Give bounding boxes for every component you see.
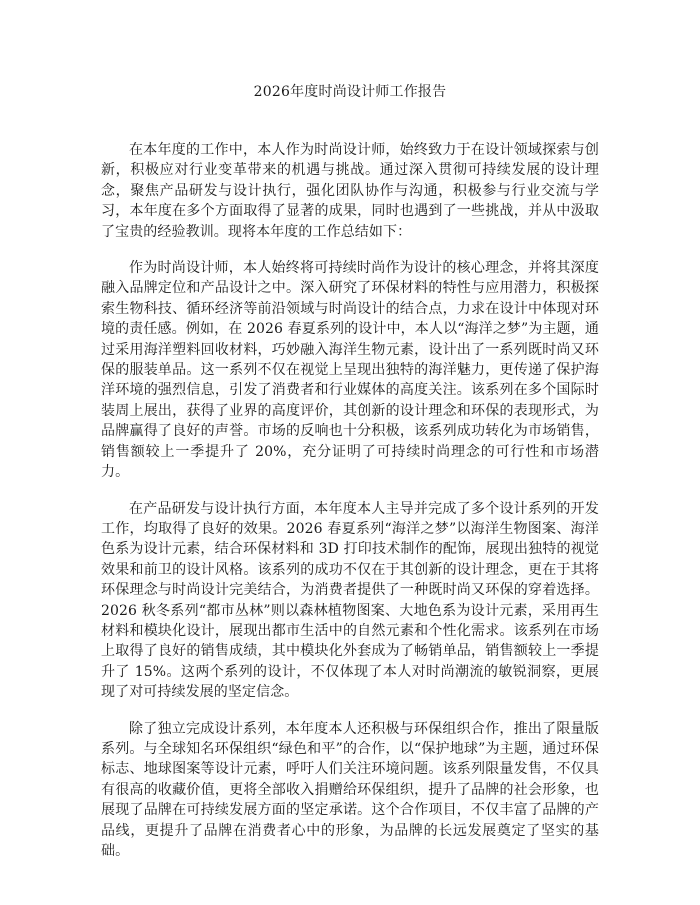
document-title: 2026年度时尚设计师工作报告: [253, 84, 447, 100]
document-body: [101, 140, 599, 877]
paragraph-intro: 在本年度的工作中，本人作为时尚设计师，始终致力于在设计领域探索与创新，积极应对行业变革带来的机遇与挑战。通过深入贯彻可持续发展的设计理念，聚焦产品研发与设计执行，强化团队协作与沟通，积极参与行业交流与学习，本年度在多个方面取得了显著的成果，同时也遇到了一些挑战，并从中汲取了宝贵的经验教训。现将本年度的工作总结如下：: [101, 142, 599, 240]
paragraph-sustainability: 作为时尚设计师，本人始终将可持续时尚作为设计的核心理念，并将其深度融入品牌定位和产品设计之中。深入研究了环保材料的特性与应用潜力，积极探索生物科技、循环经济等前沿领域与时尚设计的结合点，力求在设计中体现对环境的责任感。例如，在 2026 春夏系列的设计中，本人以“海洋之梦”为主题，通过采用海洋塑料回收材料，巧妙融入海洋生物元素，设计出了一系列既时尚又环保的服装单品。这一系列不仅在视觉上呈现出独特的海洋魅力，更传递了保护海洋环境的强烈信息，引发了消费者和行业媒体的高度关注。该系列在多个国际时装周上展出，获得了业界的高度评价，其创新的设计理念和环保的表现形式，为品牌赢得了良好的声誉。市场的反响也十分积极，该系列成功转化为市场销售，销售额较上一季提升了 20%，充分证明了可持续时尚理念的可行性和市场潜力。: [101, 260, 599, 481]
paragraph-collaboration: 除了独立完成设计系列，本年度本人还积极与环保组织合作，推出了限量版系列。与全球知名环保组织“绿色和平”的合作，以“保护地球”为主题，通过环保标志、地球图案等设计元素，呼吁人们关注环境问题。该系列限量发售，不仅具有很高的收藏价值，更将全部收入捐赠给环保组织，提升了品牌的社会形象，也展现了品牌在可持续发展方面的坚定承诺。这个合作项目，不仅丰富了品牌的产品线，更提升了品牌在消费者心中的形象，为品牌的长远发展奠定了坚实的基础。: [101, 720, 599, 859]
paragraph-product-development: 在产品研发与设计执行方面，本年度本人主导并完成了多个设计系列的开发工作，均取得了良好的效果。2026 春夏系列“海洋之梦”以海洋生物图案、海洋色系为设计元素，结合环保材料和 3D 打印技术制作的配饰，展现出独特的视觉效果和前卫的设计风格。该系列的成功不仅在于其创新的设计理念，更在于其将环保理念与时尚设计完美结合，为消费者提供了一种既时尚又环保的穿着选择。2026 秋冬系列“都市丛林”则以森林植物图案、大地色系为设计元素，采用再生材料和模块化设计，展现出都市生活中的自然元素和个性化需求。该系列在市场上取得了良好的销售成绩，其中模块化外套成为了畅销单品，销售额较上一季提升了 15%。这两个系列的设计，不仅体现了本人对时尚潮流的敏锐洞察，更展现了对可持续发展的坚定信念。: [101, 500, 599, 701]
